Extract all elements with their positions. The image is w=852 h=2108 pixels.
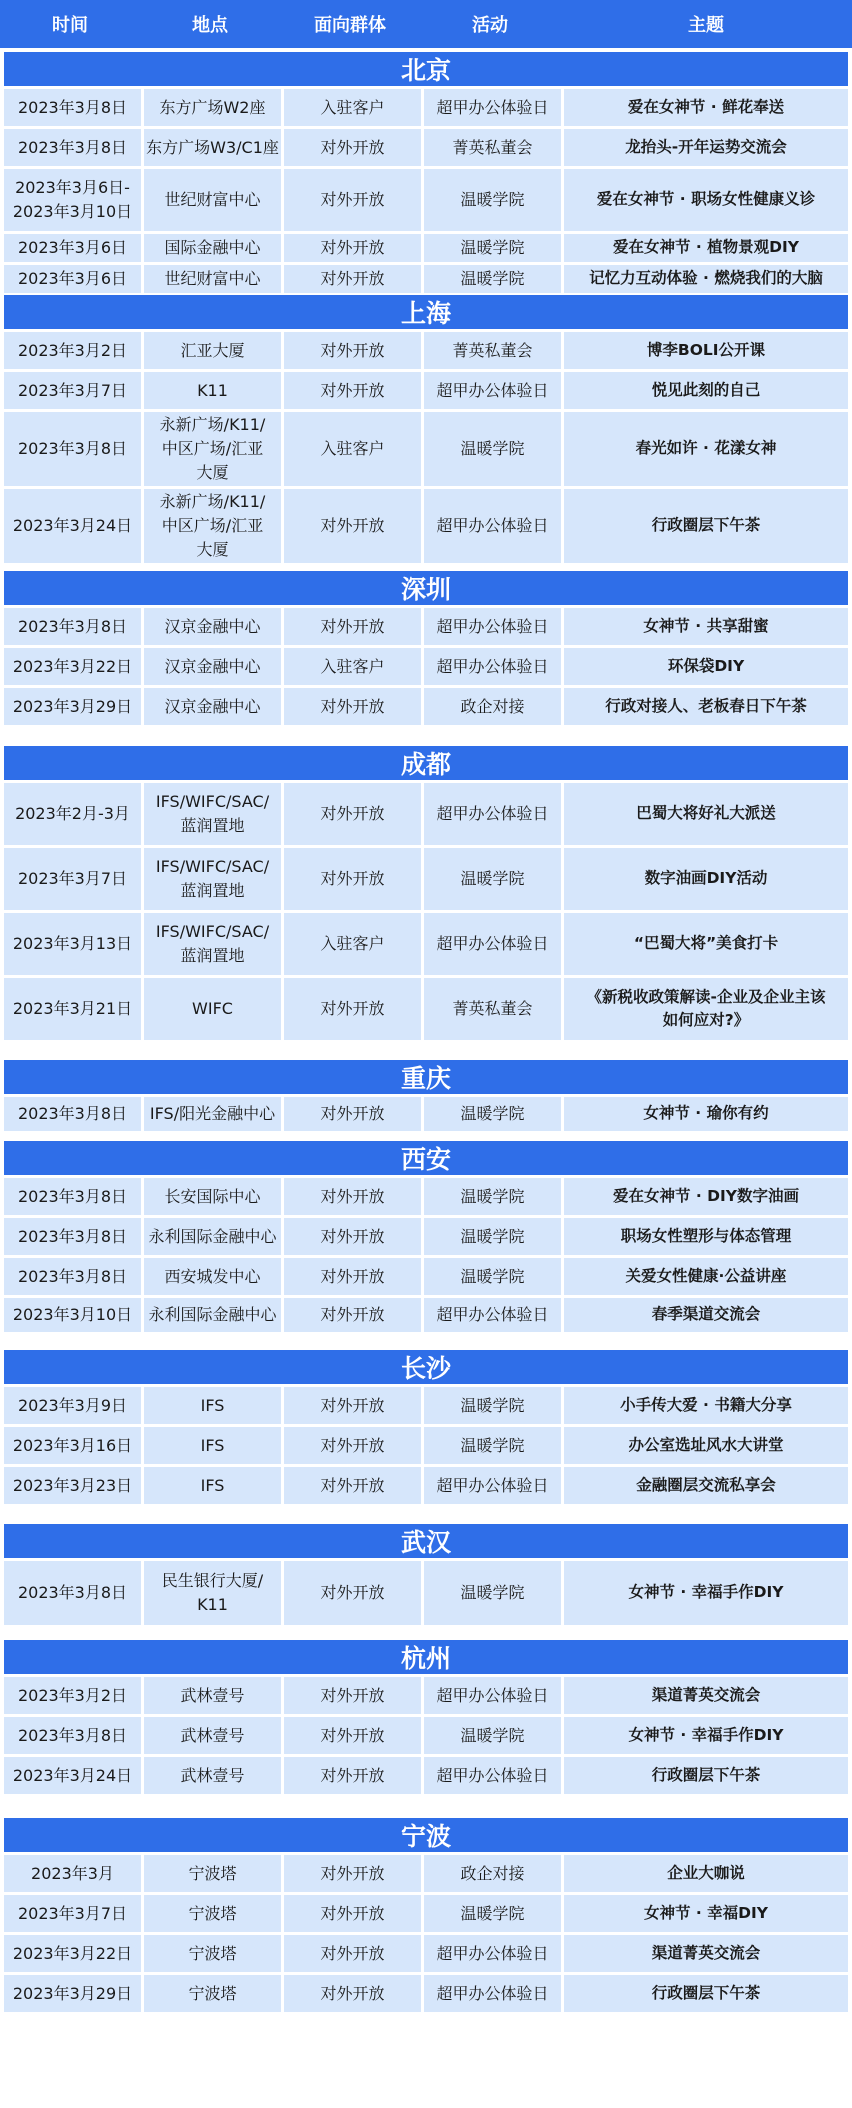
table-row bbox=[4, 1895, 848, 1932]
cell-theme: 女神节 · 幸福DIY bbox=[564, 1895, 848, 1932]
city-title: 深圳 bbox=[4, 571, 848, 605]
cell-theme: 行政对接人、老板春日下午茶 bbox=[564, 688, 848, 725]
table-row bbox=[4, 1467, 848, 1504]
table-row bbox=[4, 1677, 848, 1714]
city-title: 成都 bbox=[4, 746, 848, 780]
cell-location: 武林壹号 bbox=[144, 1677, 281, 1714]
table-row bbox=[4, 1298, 848, 1332]
cell-activity: 超甲办公体验日 bbox=[424, 1677, 561, 1714]
cell-audience: 入驻客户 bbox=[284, 412, 421, 486]
cell-activity: 温暖学院 bbox=[424, 234, 561, 262]
cell-time: 2023年3月8日 bbox=[4, 1218, 141, 1255]
cell-location: IFS/WIFC/SAC/ 蓝润置地 bbox=[144, 913, 281, 975]
cell-theme: 春季渠道交流会 bbox=[564, 1298, 848, 1332]
cell-audience: 入驻客户 bbox=[284, 913, 421, 975]
cell-audience: 对外开放 bbox=[284, 1855, 421, 1892]
table-row bbox=[4, 1218, 848, 1255]
city-section bbox=[4, 1524, 848, 1625]
cell-activity: 菁英私董会 bbox=[424, 332, 561, 369]
cell-time: 2023年2月-3月 bbox=[4, 783, 141, 845]
cell-location: 武林壹号 bbox=[144, 1717, 281, 1754]
cell-theme: 渠道菁英交流会 bbox=[564, 1677, 848, 1714]
table-row bbox=[4, 848, 848, 910]
cell-audience: 对外开放 bbox=[284, 608, 421, 645]
header-audience: 面向群体 bbox=[314, 15, 386, 36]
table-row bbox=[4, 129, 848, 166]
cell-activity: 温暖学院 bbox=[424, 1895, 561, 1932]
cell-time: 2023年3月22日 bbox=[4, 648, 141, 685]
table-row bbox=[4, 648, 848, 685]
cell-location: 东方广场W2座 bbox=[144, 89, 281, 126]
cell-location: IFS bbox=[144, 1427, 281, 1464]
cell-time: 2023年3月29日 bbox=[4, 688, 141, 725]
table-row bbox=[4, 783, 848, 845]
cell-audience: 入驻客户 bbox=[284, 89, 421, 126]
cell-activity: 菁英私董会 bbox=[424, 978, 561, 1040]
cell-theme: 女神节 · 瑜你有约 bbox=[564, 1097, 848, 1131]
table-row bbox=[4, 1387, 848, 1424]
cell-location: 汉京金融中心 bbox=[144, 688, 281, 725]
cell-theme: 悦见此刻的自己 bbox=[564, 372, 848, 409]
cell-location: 民生银行大厦/ K11 bbox=[144, 1561, 281, 1625]
cell-location: K11 bbox=[144, 372, 281, 409]
cell-activity: 超甲办公体验日 bbox=[424, 1298, 561, 1332]
cell-theme: 渠道菁英交流会 bbox=[564, 1935, 848, 1972]
cell-theme: 环保袋DIY bbox=[564, 648, 848, 685]
cell-audience: 对外开放 bbox=[284, 1935, 421, 1972]
table-row bbox=[4, 489, 848, 563]
cell-time: 2023年3月22日 bbox=[4, 1935, 141, 1972]
header-theme: 主题 bbox=[688, 15, 724, 36]
cell-time: 2023年3月8日 bbox=[4, 1178, 141, 1215]
cell-theme: 女神节 · 幸福手作DIY bbox=[564, 1717, 848, 1754]
cell-location: 汇亚大厦 bbox=[144, 332, 281, 369]
table-row bbox=[4, 372, 848, 409]
table-row bbox=[4, 1975, 848, 2012]
cell-location: 永新广场/K11/ 中区广场/汇亚 大厦 bbox=[144, 412, 281, 486]
cell-time: 2023年3月9日 bbox=[4, 1387, 141, 1424]
cell-activity: 政企对接 bbox=[424, 1855, 561, 1892]
table-row bbox=[4, 1427, 848, 1464]
table-row bbox=[4, 688, 848, 725]
cell-theme: “巴蜀大将”美食打卡 bbox=[564, 913, 848, 975]
cell-activity: 温暖学院 bbox=[424, 1717, 561, 1754]
table-row bbox=[4, 1178, 848, 1215]
cell-audience: 对外开放 bbox=[284, 489, 421, 563]
cell-audience: 对外开放 bbox=[284, 1097, 421, 1131]
cell-activity: 温暖学院 bbox=[424, 1561, 561, 1625]
cell-theme: 金融圈层交流私享会 bbox=[564, 1467, 848, 1504]
table-row bbox=[4, 412, 848, 486]
cell-audience: 对外开放 bbox=[284, 1258, 421, 1295]
cell-audience: 对外开放 bbox=[284, 1178, 421, 1215]
cell-location: 武林壹号 bbox=[144, 1757, 281, 1794]
table-row bbox=[4, 265, 848, 293]
cell-theme: 小手传大爱 · 书籍大分享 bbox=[564, 1387, 848, 1424]
cell-time: 2023年3月8日 bbox=[4, 412, 141, 486]
cell-location: IFS bbox=[144, 1467, 281, 1504]
cell-audience: 对外开放 bbox=[284, 1218, 421, 1255]
cell-activity: 超甲办公体验日 bbox=[424, 783, 561, 845]
cell-time: 2023年3月24日 bbox=[4, 1757, 141, 1794]
cell-activity: 超甲办公体验日 bbox=[424, 913, 561, 975]
cell-audience: 对外开放 bbox=[284, 848, 421, 910]
cell-activity: 温暖学院 bbox=[424, 1387, 561, 1424]
cell-activity: 温暖学院 bbox=[424, 1097, 561, 1131]
city-title: 西安 bbox=[4, 1141, 848, 1175]
cell-activity: 超甲办公体验日 bbox=[424, 608, 561, 645]
city-section bbox=[4, 1350, 848, 1504]
cell-activity: 温暖学院 bbox=[424, 1258, 561, 1295]
cell-time: 2023年3月8日 bbox=[4, 129, 141, 166]
cell-activity: 温暖学院 bbox=[424, 265, 561, 293]
cell-location: IFS/WIFC/SAC/ 蓝润置地 bbox=[144, 848, 281, 910]
cell-location: 世纪财富中心 bbox=[144, 169, 281, 231]
cell-theme: 企业大咖说 bbox=[564, 1855, 848, 1892]
cell-location: 宁波塔 bbox=[144, 1855, 281, 1892]
cell-audience: 对外开放 bbox=[284, 265, 421, 293]
cell-theme: 女神节 · 共享甜蜜 bbox=[564, 608, 848, 645]
table-row bbox=[4, 89, 848, 126]
city-title: 宁波 bbox=[4, 1818, 848, 1852]
city-section bbox=[4, 1640, 848, 1794]
cell-time: 2023年3月21日 bbox=[4, 978, 141, 1040]
cell-theme: 爱在女神节 · 鲜花奉送 bbox=[564, 89, 848, 126]
cell-location: IFS bbox=[144, 1387, 281, 1424]
cell-activity: 超甲办公体验日 bbox=[424, 1757, 561, 1794]
cell-audience: 对外开放 bbox=[284, 1757, 421, 1794]
city-title: 长沙 bbox=[4, 1350, 848, 1384]
cell-time: 2023年3月8日 bbox=[4, 1561, 141, 1625]
city-title: 重庆 bbox=[4, 1060, 848, 1094]
cell-time: 2023年3月24日 bbox=[4, 489, 141, 563]
cell-audience: 对外开放 bbox=[284, 129, 421, 166]
cell-time: 2023年3月2日 bbox=[4, 332, 141, 369]
cell-theme: 行政圈层下午茶 bbox=[564, 1757, 848, 1794]
city-section bbox=[4, 295, 848, 563]
cell-activity: 超甲办公体验日 bbox=[424, 1975, 561, 2012]
cell-audience: 对外开放 bbox=[284, 1467, 421, 1504]
city-title: 上海 bbox=[4, 295, 848, 329]
cell-location: IFS/阳光金融中心 bbox=[144, 1097, 281, 1131]
cell-time: 2023年3月13日 bbox=[4, 913, 141, 975]
table-row bbox=[4, 913, 848, 975]
city-section bbox=[4, 1141, 848, 1332]
cell-audience: 对外开放 bbox=[284, 978, 421, 1040]
cell-time: 2023年3月29日 bbox=[4, 1975, 141, 2012]
table-row bbox=[4, 1561, 848, 1625]
header-activity: 活动 bbox=[472, 15, 508, 36]
header-time: 时间 bbox=[52, 15, 88, 36]
cell-time: 2023年3月8日 bbox=[4, 1097, 141, 1131]
city-section bbox=[4, 746, 848, 1040]
cell-theme: 龙抬头-开年运势交流会 bbox=[564, 129, 848, 166]
cell-audience: 对外开放 bbox=[284, 1975, 421, 2012]
table-row bbox=[4, 1935, 848, 1972]
cell-activity: 超甲办公体验日 bbox=[424, 489, 561, 563]
cell-theme: 女神节 · 幸福手作DIY bbox=[564, 1561, 848, 1625]
table-row bbox=[4, 1717, 848, 1754]
cell-theme: 博李BOLI公开课 bbox=[564, 332, 848, 369]
table-row bbox=[4, 1855, 848, 1892]
cell-audience: 对外开放 bbox=[284, 688, 421, 725]
cell-time: 2023年3月7日 bbox=[4, 1895, 141, 1932]
cell-theme: 数字油画DIY活动 bbox=[564, 848, 848, 910]
cell-activity: 超甲办公体验日 bbox=[424, 372, 561, 409]
cell-audience: 对外开放 bbox=[284, 1561, 421, 1625]
table-row bbox=[4, 608, 848, 645]
cell-activity: 超甲办公体验日 bbox=[424, 1935, 561, 1972]
cell-time: 2023年3月6日 bbox=[4, 265, 141, 293]
cell-theme: 春光如许 · 花漾女神 bbox=[564, 412, 848, 486]
cell-audience: 对外开放 bbox=[284, 234, 421, 262]
table-row bbox=[4, 332, 848, 369]
cell-location: 世纪财富中心 bbox=[144, 265, 281, 293]
cell-activity: 温暖学院 bbox=[424, 169, 561, 231]
cell-activity: 政企对接 bbox=[424, 688, 561, 725]
cell-location: 汉京金融中心 bbox=[144, 648, 281, 685]
cell-audience: 对外开放 bbox=[284, 1387, 421, 1424]
cell-location: 永利国际金融中心 bbox=[144, 1298, 281, 1332]
table-row bbox=[4, 1258, 848, 1295]
cell-time: 2023年3月8日 bbox=[4, 1717, 141, 1754]
cell-activity: 温暖学院 bbox=[424, 1178, 561, 1215]
cell-theme: 行政圈层下午茶 bbox=[564, 489, 848, 563]
city-title: 杭州 bbox=[4, 1640, 848, 1674]
cell-activity: 超甲办公体验日 bbox=[424, 1467, 561, 1504]
cell-theme: 记忆力互动体验 · 燃烧我们的大脑 bbox=[564, 265, 848, 293]
cell-time: 2023年3月8日 bbox=[4, 1258, 141, 1295]
cell-time: 2023年3月7日 bbox=[4, 372, 141, 409]
cell-audience: 对外开放 bbox=[284, 1677, 421, 1714]
cell-activity: 菁英私董会 bbox=[424, 129, 561, 166]
cell-location: WIFC bbox=[144, 978, 281, 1040]
cell-time: 2023年3月6日 bbox=[4, 234, 141, 262]
cell-location: 宁波塔 bbox=[144, 1895, 281, 1932]
cell-location: 永新广场/K11/ 中区广场/汇亚 大厦 bbox=[144, 489, 281, 563]
cell-audience: 对外开放 bbox=[284, 332, 421, 369]
cell-audience: 入驻客户 bbox=[284, 648, 421, 685]
cell-activity: 温暖学院 bbox=[424, 412, 561, 486]
cell-location: 宁波塔 bbox=[144, 1975, 281, 2012]
cell-audience: 对外开放 bbox=[284, 1717, 421, 1754]
city-title: 武汉 bbox=[4, 1524, 848, 1558]
table-row bbox=[4, 978, 848, 1040]
city-section bbox=[4, 1818, 848, 2012]
cell-location: 东方广场W3/C1座 bbox=[144, 129, 281, 166]
cell-theme: 爱在女神节 · 植物景观DIY bbox=[564, 234, 848, 262]
city-section bbox=[4, 571, 848, 725]
cell-location: 西安城发中心 bbox=[144, 1258, 281, 1295]
cell-audience: 对外开放 bbox=[284, 1895, 421, 1932]
city-title: 北京 bbox=[4, 52, 848, 86]
table-row bbox=[4, 234, 848, 262]
table-row bbox=[4, 1757, 848, 1794]
cell-theme: 爱在女神节 · DIY数字油画 bbox=[564, 1178, 848, 1215]
cell-time: 2023年3月2日 bbox=[4, 1677, 141, 1714]
cell-time: 2023年3月6日- 2023年3月10日 bbox=[4, 169, 141, 231]
cell-audience: 对外开放 bbox=[284, 169, 421, 231]
cell-theme: 职场女性塑形与体态管理 bbox=[564, 1218, 848, 1255]
cell-location: IFS/WIFC/SAC/ 蓝润置地 bbox=[144, 783, 281, 845]
cell-activity: 温暖学院 bbox=[424, 1427, 561, 1464]
header-location: 地点 bbox=[192, 15, 228, 36]
table-row bbox=[4, 169, 848, 231]
cell-time: 2023年3月23日 bbox=[4, 1467, 141, 1504]
cell-time: 2023年3月8日 bbox=[4, 89, 141, 126]
cell-activity: 温暖学院 bbox=[424, 848, 561, 910]
cell-location: 汉京金融中心 bbox=[144, 608, 281, 645]
cell-time: 2023年3月 bbox=[4, 1855, 141, 1892]
table-header bbox=[0, 0, 852, 48]
table-row bbox=[4, 1097, 848, 1131]
cell-theme: 行政圈层下午茶 bbox=[564, 1975, 848, 2012]
cell-activity: 超甲办公体验日 bbox=[424, 89, 561, 126]
cell-location: 宁波塔 bbox=[144, 1935, 281, 1972]
cell-time: 2023年3月7日 bbox=[4, 848, 141, 910]
cell-time: 2023年3月8日 bbox=[4, 608, 141, 645]
cell-location: 国际金融中心 bbox=[144, 234, 281, 262]
city-section bbox=[4, 52, 848, 293]
cell-time: 2023年3月10日 bbox=[4, 1298, 141, 1332]
cell-audience: 对外开放 bbox=[284, 783, 421, 845]
cell-audience: 对外开放 bbox=[284, 1298, 421, 1332]
cell-theme: 关爱女性健康·公益讲座 bbox=[564, 1258, 848, 1295]
cell-theme: 《新税收政策解读-企业及企业主该 如何应对?》 bbox=[564, 978, 848, 1040]
cell-theme: 爱在女神节 · 职场女性健康义诊 bbox=[564, 169, 848, 231]
cell-location: 永利国际金融中心 bbox=[144, 1218, 281, 1255]
cell-theme: 巴蜀大将好礼大派送 bbox=[564, 783, 848, 845]
cell-audience: 对外开放 bbox=[284, 372, 421, 409]
cell-location: 长安国际中心 bbox=[144, 1178, 281, 1215]
cell-time: 2023年3月16日 bbox=[4, 1427, 141, 1464]
cell-audience: 对外开放 bbox=[284, 1427, 421, 1464]
city-section bbox=[4, 1060, 848, 1131]
cell-activity: 超甲办公体验日 bbox=[424, 648, 561, 685]
cell-theme: 办公室选址风水大讲堂 bbox=[564, 1427, 848, 1464]
cell-activity: 温暖学院 bbox=[424, 1218, 561, 1255]
